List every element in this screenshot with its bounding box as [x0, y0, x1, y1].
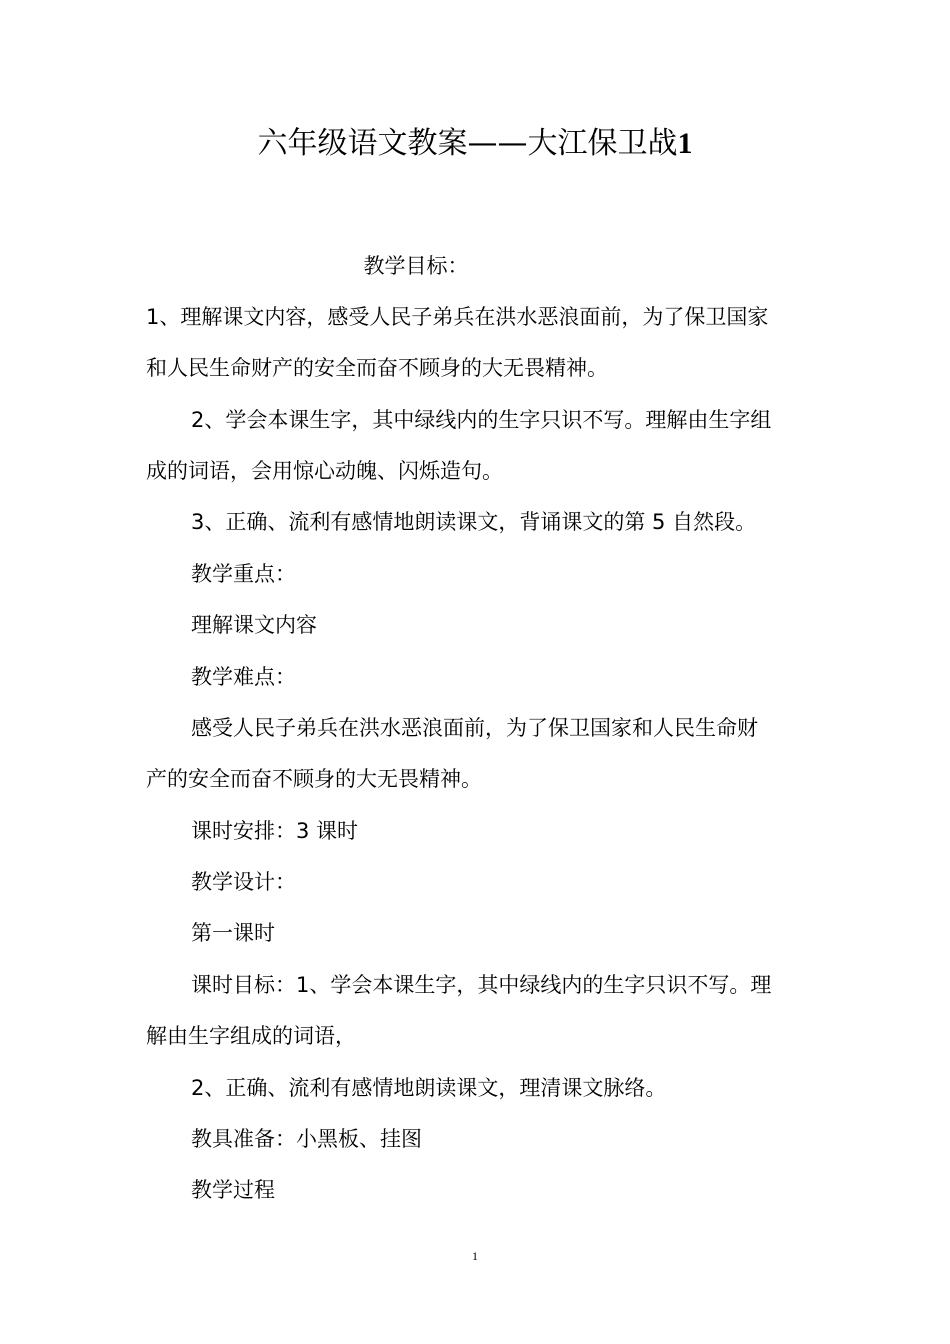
- objective-2-line-2: 成的词语，会用惊心动魄、闪烁造句。: [146, 459, 503, 483]
- objective-3: 3、正确、流利有感情地朗读课文，背诵课文的第 5 自然段。: [191, 510, 757, 534]
- key-points-text: 理解课文内容: [191, 613, 317, 637]
- key-points-heading: 教学重点：: [191, 562, 296, 586]
- difficulties-line-1: 感受人民子弟兵在洪水恶浪面前，为了保卫国家和人民生命财: [191, 716, 758, 740]
- lesson-1-heading: 第一课时: [191, 921, 275, 945]
- title-number: 1: [677, 127, 693, 160]
- objective-1-line-2: 和人民生命财产的安全而奋不顾身的大无畏精神。: [146, 356, 608, 380]
- title-text: 六年级语文教案——大江保卫战: [257, 126, 678, 161]
- tools: 教具准备：小黑板、挂图: [191, 1127, 422, 1151]
- objective-2-line-1: 2、学会本课生字，其中绿线内的生字只识不写。理解由生字组: [191, 408, 772, 432]
- schedule: 课时安排：3 课时: [191, 819, 359, 843]
- page-number: 1: [472, 1249, 478, 1263]
- lesson-goal-line-1: 课时目标：1、学会本课生字，其中绿线内的生字只识不写。理: [191, 973, 772, 997]
- design-heading: 教学设计：: [191, 870, 296, 894]
- document-title: [0, 120, 950, 168]
- process-heading: 教学过程: [191, 1178, 275, 1202]
- lesson-goal-2: 2、正确、流利有感情地朗读课文，理清课文脉络。: [191, 1076, 667, 1100]
- objective-1-line-1: 1、理解课文内容，感受人民子弟兵在洪水恶浪面前，为了保卫国家: [146, 305, 769, 329]
- difficulties-line-2: 产的安全而奋不顾身的大无畏精神。: [146, 767, 482, 791]
- difficulties-heading: 教学难点：: [191, 665, 296, 689]
- lesson-goal-line-2: 解由生字组成的词语，: [146, 1024, 356, 1048]
- objectives-heading: 教学目标：: [363, 254, 469, 278]
